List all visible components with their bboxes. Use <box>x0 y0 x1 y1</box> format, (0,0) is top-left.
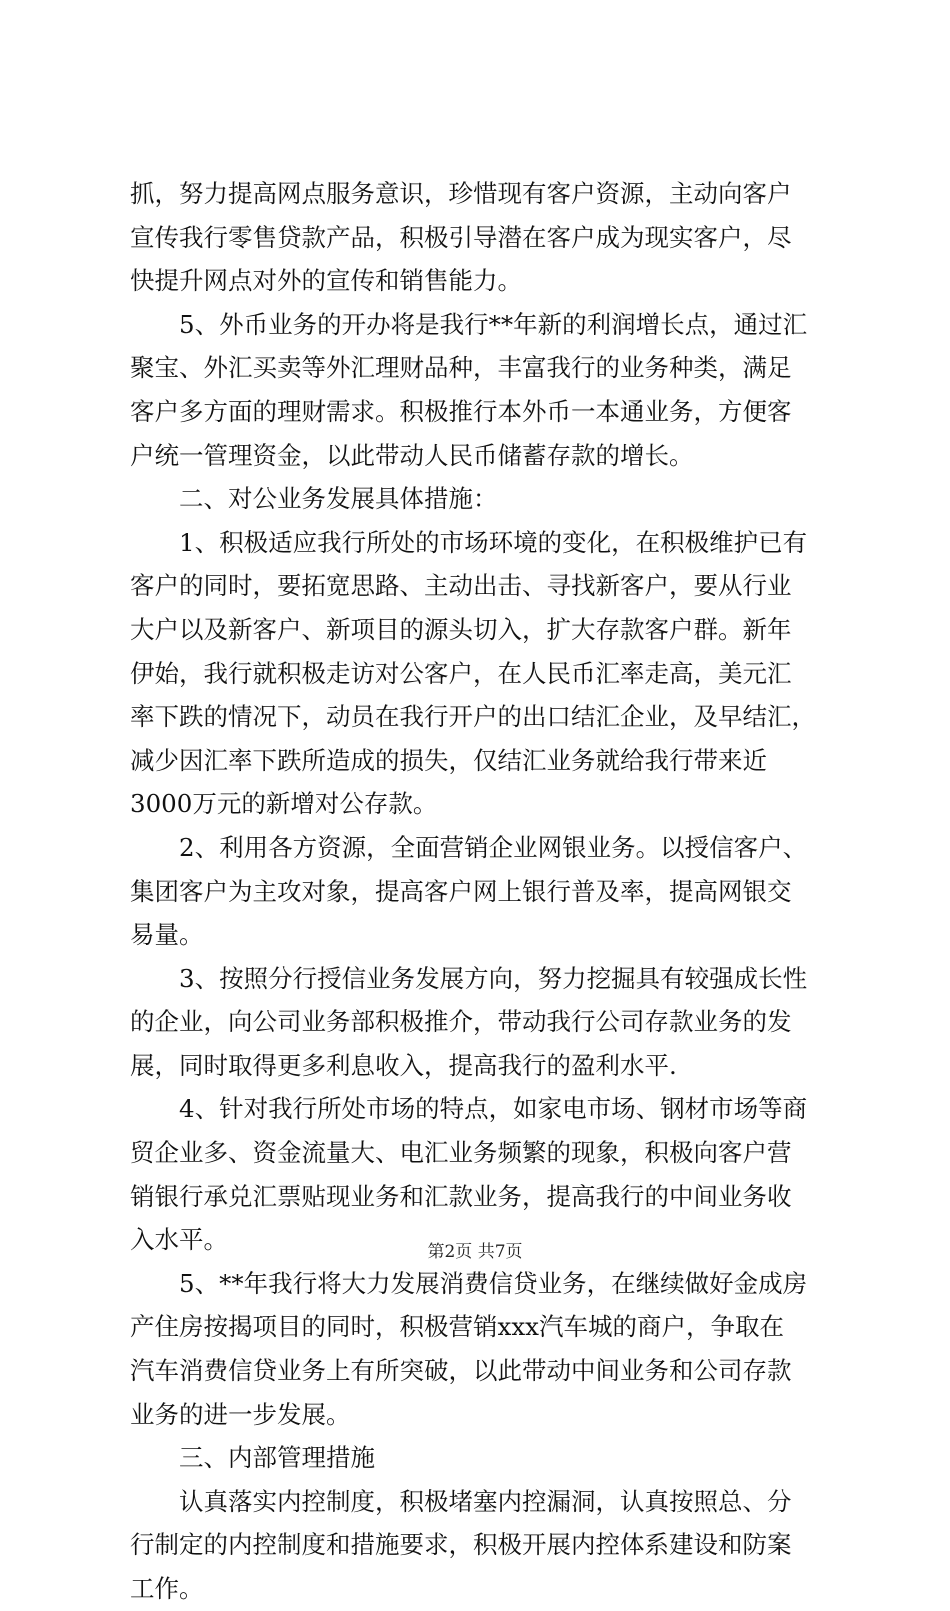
text-line: 快提升网点对外的宣传和销售能力。 <box>130 266 522 296</box>
text-line: 聚宝、外汇买卖等外汇理财品种，丰富我行的业务种类，满足 <box>130 353 792 383</box>
text-line: 客户的同时，要拓宽思路、主动出击、寻找新客户，要从行业 <box>130 571 792 601</box>
text-line: 2、利用各方资源，全面营销企业网银业务。以授信客户、 <box>179 832 808 862</box>
text-line: 易量。 <box>130 920 204 950</box>
text-line: 三、内部管理措施 <box>179 1443 375 1473</box>
text-line: 客户多方面的理财需求。积极推行本外币一本通业务，方便客 <box>130 396 792 426</box>
text-line: 行制定的内控制度和措施要求，积极开展内控体系建设和防案 <box>130 1530 792 1560</box>
text-line: 抓，努力提高网点服务意识，珍惜现有客户资源，主动向客户 <box>130 179 792 208</box>
text-line: 展，同时取得更多利息收入，提高我行的盈利水平. <box>130 1050 677 1080</box>
text-line: 1、积极适应我行所处的市场环境的变化，在积极维护已有 <box>179 527 808 557</box>
text-line: 认真落实内控制度，积极堵塞内控漏洞，认真按照总、分 <box>179 1486 792 1516</box>
text-line: 伊始，我行就积极走访对公客户，在人民币汇率走高，美元汇 <box>130 658 792 688</box>
text-line: 5、外币业务的开办将是我行**年新的利润增长点，通过汇 <box>179 309 808 339</box>
text-line: 的企业，向公司业务部积极推介，带动我行公司存款业务的发 <box>130 1007 792 1037</box>
document-body <box>130 172 830 1611</box>
text-line: 汽车消费信贷业务上有所突破，以此带动中间业务和公司存款 <box>130 1356 792 1386</box>
text-line: 贸企业多、资金流量大、电汇业务频繁的现象，积极向客户营 <box>130 1138 792 1168</box>
text-line: 产住房按揭项目的同时，积极营销xxx汽车城的商户，争取在 <box>130 1312 784 1342</box>
text-line: 宣传我行零售贷款产品，积极引导潜在客户成为现实客户，尽 <box>130 222 792 252</box>
text-line: 大户以及新客户、新项目的源头切入，扩大存款客户群。新年 <box>130 614 792 644</box>
text-line: 销银行承兑汇票贴现业务和汇款业务，提高我行的中间业务收 <box>130 1181 792 1211</box>
text-line: 二、对公业务发展具体措施： <box>179 484 498 514</box>
text-line: 率下跌的情况下，动员在我行开户的出口结汇企业，及早结汇， <box>130 702 816 732</box>
text-line: 工作。 <box>130 1574 204 1603</box>
text-line: 户统一管理资金，以此带动人民币储蓄存款的增长。 <box>130 440 694 470</box>
text-line: 3000万元的新增对公存款。 <box>130 789 438 819</box>
text-line: 减少因汇率下跌所造成的损失，仅结汇业务就给我行带来近 <box>130 745 767 775</box>
text-line: 入水平。 <box>130 1225 228 1255</box>
page-footer: 第2页 共7页 <box>427 1242 523 1262</box>
text-line: 业务的进一步发展。 <box>130 1399 351 1429</box>
text-line: 5、**年我行将大力发展消费信贷业务，在继续做好金成房 <box>179 1268 808 1298</box>
text-line: 4、针对我行所处市场的特点，如家电市场、钢材市场等商 <box>179 1094 808 1124</box>
text-line: 3、按照分行授信业务发展方向，努力挖掘具有较强成长性 <box>179 963 808 993</box>
text-line: 集团客户为主攻对象，提高客户网上银行普及率，提高网银交 <box>130 876 792 906</box>
